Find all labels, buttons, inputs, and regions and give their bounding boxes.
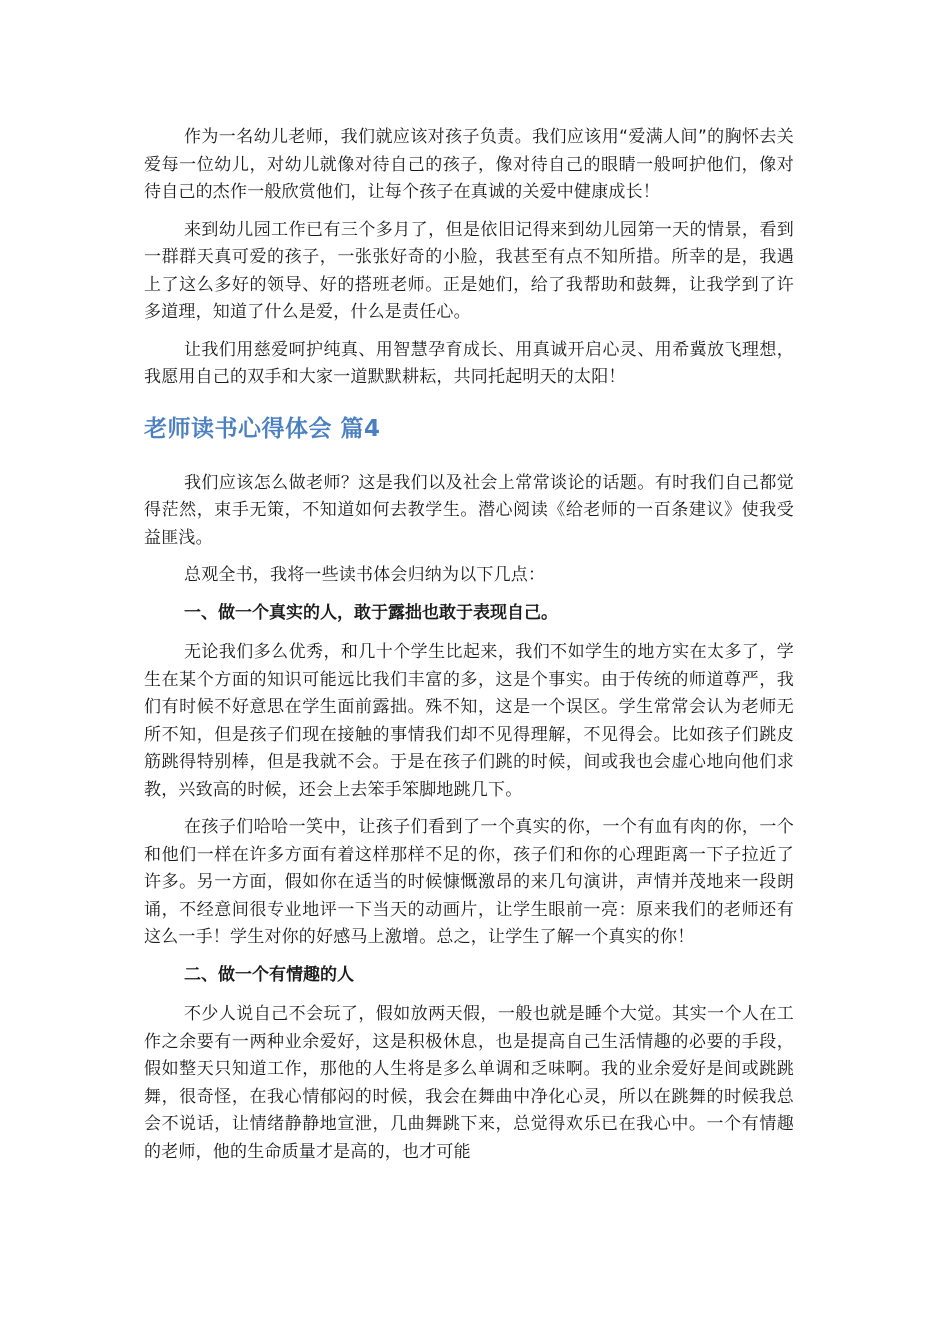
body-paragraph: 不少人说自己不会玩了，假如放两天假，一般也就是睡个大觉。其实一个人在工作之余要有一两种业余爱好，这是积极休息，也是提高自己生活情趣的必要的手段，假如整天只知道工作，那他的人生将是多么单调和乏味啊。我的业余爱好是间或跳跳舞，很奇怪，在我心情郁闷的时候，我会在舞曲中净化心灵，所以在跳舞的时候我总会不说话，让情绪静静地宣泄，几曲舞跳下来，总觉得欢乐已在我心中。一个有情趣的老师，他的生命质量才是高的，也才可能 — [144, 1004, 794, 1162]
body-paragraph: 无论我们多么优秀，和几十个学生比起来，我们不如学生的地方实在太多了，学生在某个方面的知识可能远比我们丰富的多，这是个事实。由于传统的师道尊严，我们有时候不好意思在学生面前露拙。殊不知，这是一个误区。学生常常会认为老师无所不知，但是孩子们现在接触的事情我们却不见得理解，不见得会。比如孩子们跳皮筋跳得特别棒，但是我就不会。于是在孩子们跳的时候，间或我也会虚心地向他们求教，兴致高的时候，还会上去笨手笨脚地跳几下。 — [144, 642, 794, 800]
body-paragraph: 让我们用慈爱呵护纯真、用智慧孕育成长、用真诚开启心灵、用希冀放飞理想，我愿用自己的双手和大家一道默默耕耘，共同托起明天的太阳！ — [144, 339, 794, 387]
body-paragraph: 总观全书，我将一些读书体会归纳为以下几点： — [184, 565, 546, 585]
point-heading: 一、做一个真实的人，敢于露拙也敢于表现自己。 — [184, 602, 558, 623]
body-paragraph: 作为一名幼儿老师，我们就应该对孩子负责。我们应该用“爱满人间”的胸怀去关爱每一位幼儿，对幼儿就像对待自己的孩子，像对待自己的眼睛一般呵护他们，像对待自己的杰作一般欣赏他们，让每个孩子在真诚的关爱中健康成长！ — [144, 127, 794, 202]
section-title: 老师读书心得体会 篇4 — [144, 415, 381, 442]
body-paragraph: 在孩子们哈哈一笑中，让孩子们看到了一个真实的你，一个有血有肉的你，一个和他们一样在许多方面有着这样那样不足的你，孩子们和你的心理距离一下子拉近了许多。另一方面，假如你在适当的时候慷慨激昂的来几句演讲，声情并茂地来一段朗诵，不经意间很专业地评一下当天的动画片，让学生眼前一亮：原来我们的老师还有这么一手！学生对你的好感马上激增。总之，让学生了解一个真实的你！ — [144, 817, 794, 947]
point-heading: 二、做一个有情趣的人 — [184, 964, 354, 985]
body-paragraph: 来到幼儿园工作已有三个多月了，但是依旧记得来到幼儿园第一天的情景，看到一群群天真可爱的孩子，一张张好奇的小脸，我甚至有点不知所措。所幸的是，我遇上了这么多好的领导、好的搭班老师。正是她们，给了我帮助和鼓舞，让我学到了许多道理，知道了什么是爱，什么是责任心。 — [144, 219, 794, 322]
body-paragraph: 我们应该怎么做老师？这是我们以及社会上常常谈论的话题。有时我们自己都觉得茫然，束手无策，不知道如何去教学生。潜心阅读《给老师的一百条建议》使我受益匪浅。 — [144, 472, 794, 548]
